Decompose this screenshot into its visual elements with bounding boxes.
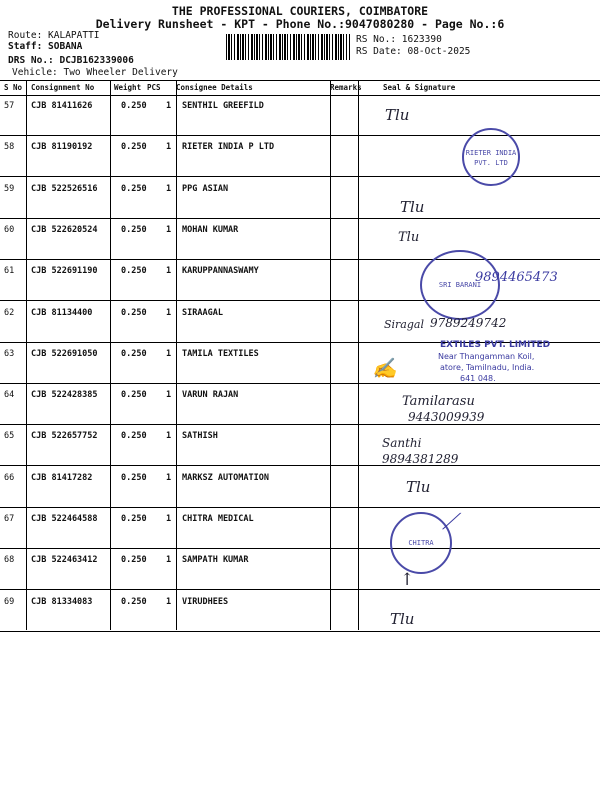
consignee-name: SIRAAGAL xyxy=(182,307,223,318)
table-row xyxy=(0,466,600,508)
consignment-number: CJB 522526516 xyxy=(31,183,98,194)
phone-handwritten: 9789249742 xyxy=(430,316,507,330)
serial-number: 58 xyxy=(4,142,15,153)
consignment-number: CJB 522463412 xyxy=(31,555,98,566)
runsheet-subtitle: Delivery Runsheet - KPT - Phone No.:9047080280 - Page No.:6 xyxy=(95,17,505,31)
consignment-number: CJB 522691190 xyxy=(31,266,98,277)
pieces-count: 1 xyxy=(166,472,172,483)
barcode xyxy=(226,34,350,60)
weight-value: 0.250 xyxy=(121,307,147,318)
pieces-count: 1 xyxy=(166,390,172,401)
pieces-count: 1 xyxy=(166,101,172,111)
signature: ⟋ xyxy=(442,510,458,535)
serial-number: 66 xyxy=(4,472,15,483)
pieces-count: 1 xyxy=(166,348,172,359)
signature: ↑ xyxy=(400,570,415,590)
consignee-name: SENTHIL GREEFILD xyxy=(182,101,264,111)
route-label: Route: KALAPATTI xyxy=(8,30,100,41)
consignment-number: CJB 81334083 xyxy=(31,596,93,607)
consignee-name: SAMPATH KUMAR xyxy=(182,555,249,566)
consignee-name: VIRUDHEES xyxy=(182,596,229,607)
pieces-count: 1 xyxy=(166,514,172,524)
phone-handwritten: 9443009939 xyxy=(408,410,485,424)
col-consignee: Consignee Details xyxy=(176,83,253,92)
weight-value: 0.250 xyxy=(121,183,147,194)
pieces-count: 1 xyxy=(166,555,172,566)
consignment-number: CJB 522428385 xyxy=(31,390,98,401)
table-row xyxy=(0,383,600,425)
signature: Santhi xyxy=(382,436,422,450)
serial-number: 61 xyxy=(4,266,15,277)
consignee-name: SATHISH xyxy=(182,431,218,442)
staff-label: Staff: SOBANA xyxy=(8,41,83,52)
consignment-number: CJB 522464588 xyxy=(31,514,98,524)
company-seal: SRI BARANI xyxy=(420,250,500,320)
col-pcs: PCS xyxy=(147,83,161,92)
consignment-number: CJB 81134400 xyxy=(31,307,93,318)
table-row xyxy=(0,424,600,466)
table-row xyxy=(0,301,600,343)
weight-value: 0.250 xyxy=(121,514,147,524)
vehicle-label: Vehicle: Two Wheeler Delivery xyxy=(12,67,178,78)
signature: Siragal xyxy=(384,318,424,331)
serial-number: 60 xyxy=(4,224,15,235)
col-seal: Seal & Signature xyxy=(383,83,456,92)
serial-number: 63 xyxy=(4,348,15,359)
pieces-count: 1 xyxy=(166,596,172,607)
serial-number: 59 xyxy=(4,183,15,194)
table-row xyxy=(0,218,600,260)
consignment-number: CJB 81190192 xyxy=(31,142,93,153)
phone-handwritten: 9894381289 xyxy=(382,452,459,466)
signature: Tlu xyxy=(400,198,425,216)
weight-value: 0.250 xyxy=(121,101,147,111)
weight-value: 0.250 xyxy=(121,596,147,607)
pieces-count: 1 xyxy=(166,307,172,318)
company-seal: CHITRA xyxy=(390,512,452,574)
weight-value: 0.250 xyxy=(121,348,147,359)
serial-number: 68 xyxy=(4,555,15,566)
table-row xyxy=(0,177,600,219)
consignment-number: CJB 522657752 xyxy=(31,431,98,442)
consignee-name: KARUPPANNASWAMY xyxy=(182,266,259,277)
serial-number: 65 xyxy=(4,431,15,442)
serial-number: 62 xyxy=(4,307,15,318)
consignee-name: RIETER INDIA P LTD xyxy=(182,142,275,153)
consignment-number: CJB 81411626 xyxy=(31,101,93,111)
drs-number: DRS No.: DCJB162339006 xyxy=(8,55,134,66)
stamp-text: atore, Tamilnadu, India. xyxy=(440,363,535,372)
signature: Tamilarasu xyxy=(402,394,475,409)
table-row xyxy=(0,590,600,632)
weight-value: 0.250 xyxy=(121,224,147,235)
pieces-count: 1 xyxy=(166,142,172,153)
col-remarks: Remarks xyxy=(330,83,362,92)
consignment-number: CJB 522691050 xyxy=(31,348,98,359)
weight-value: 0.250 xyxy=(121,431,147,442)
pieces-count: 1 xyxy=(166,431,172,442)
col-weight: Weight xyxy=(114,83,142,92)
table-row xyxy=(0,548,600,590)
signature: Tlu xyxy=(406,478,431,496)
signature: Tlu xyxy=(385,106,410,124)
consignee-name: MARKSZ AUTOMATION xyxy=(182,472,269,483)
stamp-text: 641 048. xyxy=(460,374,496,383)
serial-number: 64 xyxy=(4,390,15,401)
page-title: THE PROFESSIONAL COURIERS, COIMBATORE xyxy=(171,4,429,18)
signature: Tlu xyxy=(398,230,420,245)
weight-value: 0.250 xyxy=(121,390,147,401)
consignee-name: PPG ASIAN xyxy=(182,183,229,194)
col-sno: S No xyxy=(4,83,23,92)
company-seal: RIETER INDIA PVT. LTD xyxy=(462,128,520,186)
weight-value: 0.250 xyxy=(121,472,147,483)
consignee-name: CHITRA MEDICAL xyxy=(182,514,254,524)
stamp-text: EXTILES PVT. LIMITED xyxy=(440,340,551,350)
consignee-name: MOHAN KUMAR xyxy=(182,224,239,235)
pieces-count: 1 xyxy=(166,266,172,277)
consignment-number: CJB 81417282 xyxy=(31,472,93,483)
consignee-name: VARUN RAJAN xyxy=(182,390,239,401)
pieces-count: 1 xyxy=(166,224,172,235)
consignee-name: TAMILA TEXTILES xyxy=(182,348,259,359)
serial-number: 67 xyxy=(4,514,15,524)
weight-value: 0.250 xyxy=(121,555,147,566)
table-row xyxy=(0,507,600,549)
pieces-count: 1 xyxy=(166,183,172,194)
phone-handwritten: 9894465473 xyxy=(475,270,558,285)
serial-number: 69 xyxy=(4,596,15,607)
weight-value: 0.250 xyxy=(121,266,147,277)
signature: Tlu xyxy=(390,610,415,628)
col-consignment: Consignment No xyxy=(31,83,95,92)
stamp-text: Near Thangamman Koil, xyxy=(438,352,535,361)
table-row xyxy=(0,94,600,136)
signature: ✍ xyxy=(372,356,397,380)
rs-number: RS No.: 1623390 xyxy=(356,34,442,45)
consignment-number: CJB 522620524 xyxy=(31,224,98,235)
rs-date: RS Date: 08-Oct-2025 xyxy=(356,46,471,57)
serial-number: 57 xyxy=(4,101,15,111)
weight-value: 0.250 xyxy=(121,142,147,153)
